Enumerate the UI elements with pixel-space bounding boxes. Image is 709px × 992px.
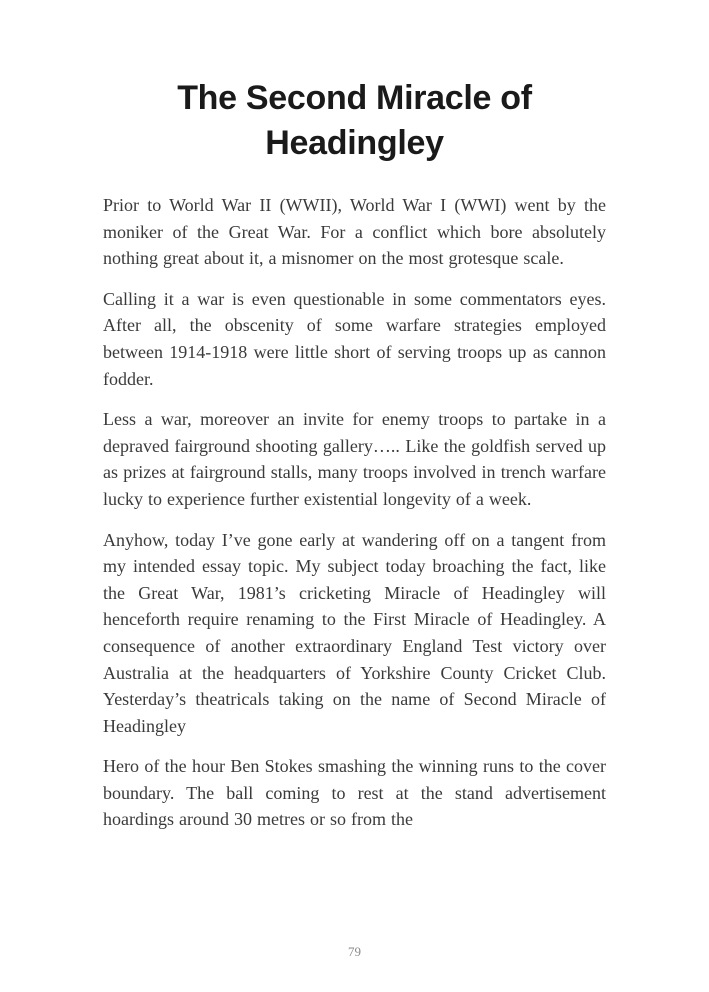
paragraph: Calling it a war is even questionable in some commentators eyes. After all, the obscenity of some warfare strategies employed between 1914-1918 were little short of serving troops up as cannon fodder. <box>103 288 606 389</box>
page-title <box>103 76 606 166</box>
paragraph: Hero of the hour Ben Stokes smashing the winning runs to the cover boundary. The ball coming to rest at the stand advertisement hoardings around 30 metres or so from the <box>103 756 606 830</box>
text-column <box>0 76 709 833</box>
page-title-line-2: Headingley <box>265 124 444 162</box>
page-number: 79 <box>348 944 361 959</box>
paragraph: Less a war, moreover an invite for enemy troops to partake in a depraved fairground shooting gallery….. Like the goldfish served up as prizes at fairground stalls, many troops involved in trench warfare lucky to experience further existential longevity of a week. <box>103 409 606 509</box>
page-title-line-1: The Second Miracle of <box>177 79 532 117</box>
paragraph: Anyhow, today I’ve gone early at wandering off on a tangent from my intended essay topic. My subject today broaching the fact, like the Great War, 1981’s cricketing Miracle of Headingley will henceforth require renaming to the First Miracle of Headingley. A consequence of another extraordinary England Test victory over Australia at the headquarters of Yorkshire County Cricket Club. Yesterday’s theatricals taking on the name of Second Miracle of Headingley <box>103 529 606 736</box>
paragraph: Prior to World War II (WWII), World War I (WWI) went by the moniker of the Great War. For a conflict which bore absolutely nothing great about it, a misnomer on the most grotesque scale. <box>103 195 606 269</box>
